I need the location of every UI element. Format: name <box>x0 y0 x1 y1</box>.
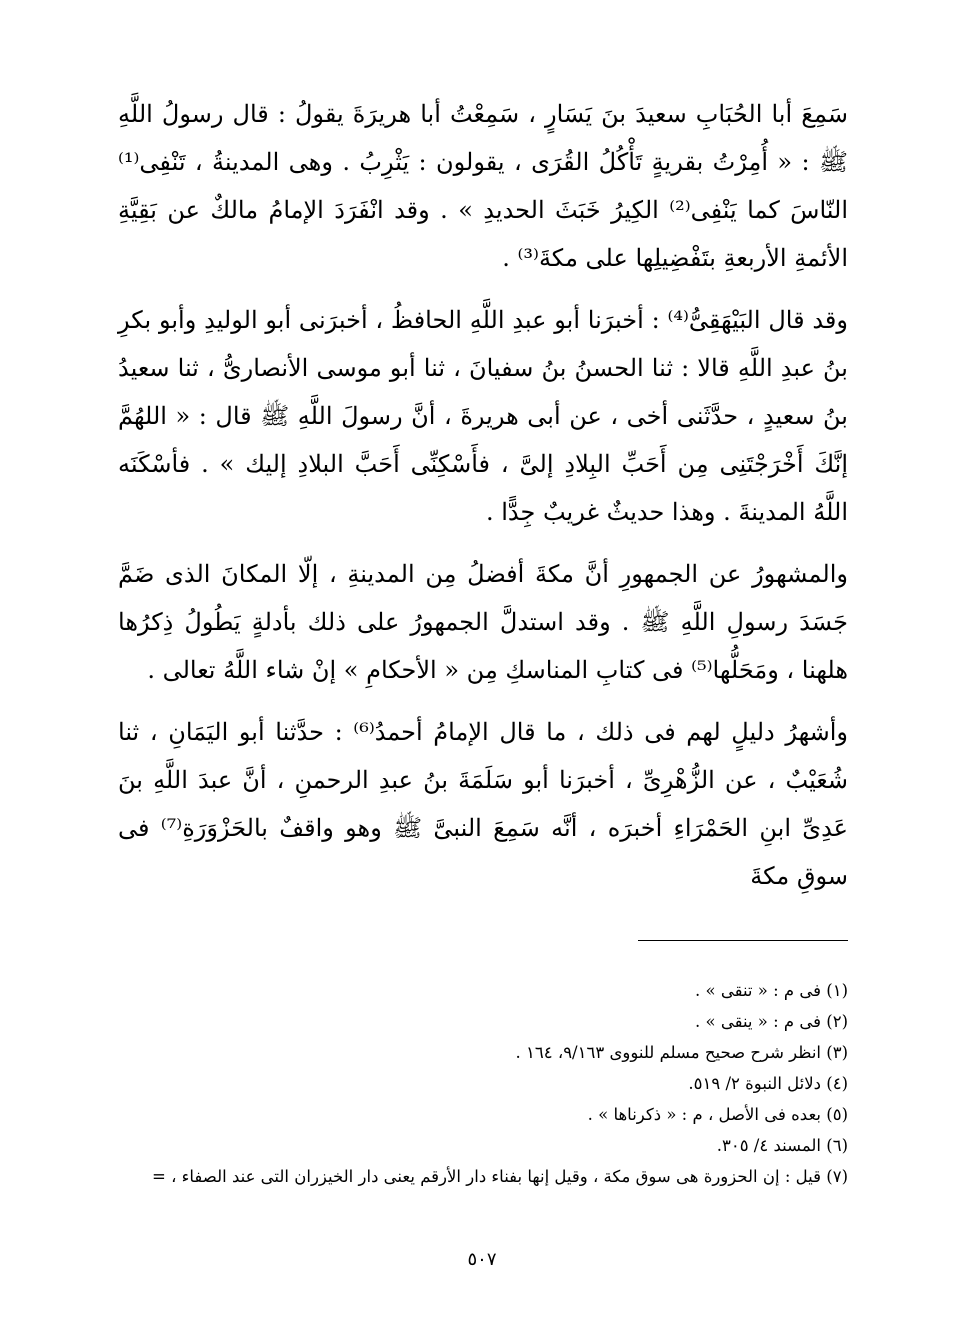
page-number: ٥٠٧ <box>467 1249 497 1270</box>
paragraph-1: سَمِعَ أبا الحُبَابِ سعيدَ بنَ يَسَارٍ ، سَمِعْتُ أبا هريرَةَ يقولُ : قال رسولُ اللَّهِ ﷺ : « أُمِرْتُ بقريةٍ تَأْكُلُ القُرَى ، يقولون : يَثْرِبُ . وهى المدينةُ ، تَنْفِى⁽¹⁾ النّاسَ كما يَنْفِى⁽²⁾ الكِيرُ خَبَثَ الحديدِ » . وقد انْفَرَدَ الإمامُ مالكٌ عن بَقِيَّةِ الأئمةِ الأربعةِ بتَفْضِيلِها على مكةَ⁽³⁾ . <box>118 100 848 272</box>
footnote-7: (٧) قيل : إن الحزورة هى سوق مكة ، وقيل إنها بفناء دار الأرقم يعنى دار الخيزران التى عند الصفاء ، = <box>152 1167 848 1186</box>
paragraph-4: وأشهرُ دليلٍ لهم فى ذلك ، ما قال الإمامُ أحمدُ⁽⁶⁾ : حدَّثنا أبو اليَمَانِ ، ثنا شُعَيْبٌ ، عن الزُّهْرِىِّ ، أخبرَنا أبو سَلَمَةَ بنُ عبدِ الرحمنِ ، أنَّ عبدَ اللَّهِ بنَ عَدِىِّ ابنِ الحَمْرَاءِ أخبرَه ، أنَّه سَمِعَ النبىَّ ﷺ وهو واقفٌ بالحَزْوَرَةِ⁽⁷⁾ فى سوقِ مكةَ <box>118 718 849 890</box>
footnote-5: (٥) بعده فى الأصل ، م : « ذكرناها » . <box>587 1105 848 1124</box>
footnote-3: (٣) انظر شرح صحيح مسلم للنووى ٩/١٦٣، ١٦٤ . <box>515 1043 848 1062</box>
footnotes <box>130 975 848 1192</box>
footnote-separator <box>638 940 848 941</box>
main-text <box>118 90 848 900</box>
paragraph-2: وقد قال البَيْهَقِىُّ⁽⁴⁾ : أخبرَنا أبو عبدِ اللَّهِ الحافظُ ، أخبرَنى أبو الوليدِ وأبو بكرِ بنُ عبدِ اللَّهِ قالا : ثنا الحسنُ بنُ سفيانَ ، ثنا أبو موسى الأنصارىُّ ، ثنا سعيدُ بنُ سعيدٍ ، حدَّثَنى أخى ، عن أبى هريرةَ ، أنَّ رسولَ اللَّهِ ﷺ قال : « اللهُمَّ إنَّكَ أَخْرَجْتَنِى مِن أَحَبِّ البِلادِ إلىَّ ، فأَسْكِنِّى أَحَبَّ البلادِ إليك » . فأسْكَنَه اللَّهُ المدينةَ . وهذا حديثٌ غريبٌ جِدًّا . <box>118 306 848 526</box>
footnote-1: (١) فى م : « تنقى » . <box>695 981 848 1000</box>
footnote-2: (٢) فى م : « ينقى » . <box>695 1012 848 1031</box>
footnote-6: (٦) المسند ٤/ ٣٠٥. <box>716 1136 848 1155</box>
paragraph-3: والمشهورُ عن الجمهورِ أنَّ مكةَ أفضلُ مِن المدينةِ ، إلّا المكانَ الذى ضَمَّ جَسَدَ رسولِ اللَّهِ ﷺ . وقد استدلَّ الجمهورُ على ذلك بأدلةٍ يَطُولُ ذِكرُها هلهنا ، ومَحَلُّها⁽⁵⁾ فى كتابِ المناسكِ مِن « الأحكامِ » إنْ شاء اللَّهُ تعالى . <box>118 560 848 684</box>
footnote-4: (٤) دلائل النبوة ٢/ ٥١٩. <box>688 1074 848 1093</box>
